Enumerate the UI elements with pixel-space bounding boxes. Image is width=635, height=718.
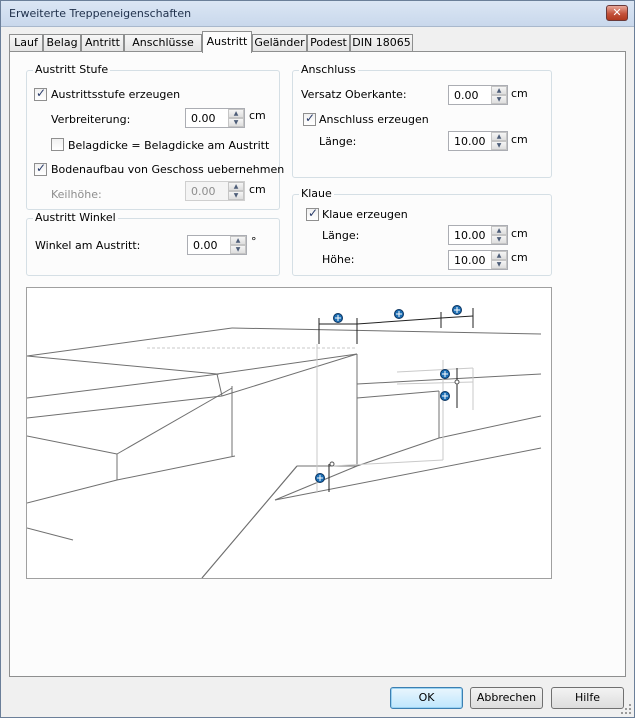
group-title: Austritt Winkel (35, 211, 116, 224)
spin-down-icon[interactable]: ▼ (230, 245, 246, 254)
spin-up-icon[interactable]: ▲ (228, 109, 244, 118)
klaue-hoehe-input[interactable] (448, 250, 508, 270)
group-title: Anschluss (301, 63, 356, 76)
bodenaufbau-checkbox[interactable] (34, 163, 47, 176)
winkel-unit: ° (251, 235, 257, 248)
anschluss-label: Anschluss erzeugen (319, 113, 429, 126)
anschluss-laenge-input[interactable] (448, 131, 508, 151)
tab-austritt[interactable]: Austritt (202, 31, 252, 53)
klaue-laenge-input[interactable] (448, 225, 508, 245)
klaue-hoehe-label: Höhe: (322, 253, 355, 266)
spin-up-icon[interactable]: ▲ (491, 251, 507, 260)
anschluss-checkbox[interactable] (303, 113, 316, 126)
spin-down-icon[interactable]: ▼ (491, 95, 507, 104)
check-mark-icon: ✓ (36, 161, 47, 175)
keilhoehe-unit: cm (249, 183, 266, 196)
klaue-laenge-label: Länge: (322, 229, 360, 242)
winkel-value: 0.00 (193, 239, 218, 252)
resize-grip-icon[interactable] (620, 703, 632, 715)
versatz-label: Versatz Oberkante: (301, 88, 407, 101)
group-title: Klaue (301, 187, 332, 200)
spin-down-icon: ▼ (228, 191, 244, 200)
tab-lauf[interactable]: Lauf (9, 34, 43, 52)
verbreiterung-input[interactable] (185, 108, 245, 128)
klaue-checkbox[interactable] (306, 208, 319, 221)
group-austritt-winkel (26, 211, 280, 276)
belagdicke-label: Belagdicke = Belagdicke am Austritt (68, 139, 270, 152)
klaue-laenge-unit: cm (511, 227, 528, 240)
anschluss-laenge-value: 10.00 (454, 135, 486, 148)
verbreiterung-value: 0.00 (191, 112, 216, 125)
check-mark-icon: ✓ (36, 86, 47, 100)
anschluss-laenge-unit: cm (511, 133, 528, 146)
winkel-input[interactable] (187, 235, 247, 255)
stair-preview-drawing (26, 287, 552, 579)
window-title: Erweiterte Treppeneigenschaften (9, 7, 192, 20)
ok-button[interactable]: OK (390, 687, 463, 709)
spin-down-icon[interactable]: ▼ (491, 141, 507, 150)
versatz-input[interactable] (448, 85, 508, 105)
keilhoehe-label: Keilhöhe: (51, 188, 102, 201)
spin-up-icon[interactable]: ▲ (491, 86, 507, 95)
bodenaufbau-label: Bodenaufbau von Geschoss uebernehmen (51, 163, 285, 176)
winkel-label: Winkel am Austritt: (35, 239, 141, 252)
check-mark-icon: ✓ (305, 111, 316, 125)
klaue-hoehe-unit: cm (511, 251, 528, 264)
group-austritt-stufe (26, 63, 285, 210)
austrittsstufe-checkbox[interactable] (34, 88, 47, 101)
group-anschluss (292, 63, 552, 178)
spin-up-icon[interactable]: ▲ (230, 236, 246, 245)
belagdicke-checkbox[interactable] (51, 138, 64, 151)
spin-up-icon: ▲ (228, 182, 244, 191)
anschluss-laenge-label: Länge: (319, 135, 357, 148)
tab-panel-austritt (9, 51, 626, 677)
verbreiterung-label: Verbreiterung: (51, 113, 131, 126)
tab-belag[interactable]: Belag (43, 34, 81, 52)
close-button[interactable]: ✕ (606, 5, 628, 21)
klaue-hoehe-value: 10.00 (454, 254, 486, 267)
cancel-button[interactable]: Abbrechen (470, 687, 543, 709)
verbreiterung-unit: cm (249, 109, 266, 122)
stair-illustration (27, 288, 551, 578)
spin-up-icon[interactable]: ▲ (491, 132, 507, 141)
check-mark-icon: ✓ (308, 206, 319, 220)
spin-down-icon[interactable]: ▼ (228, 118, 244, 127)
spin-down-icon[interactable]: ▼ (491, 235, 507, 244)
keilhoehe-input (185, 181, 245, 201)
group-klaue (292, 187, 552, 276)
tab-podest[interactable]: Podest (307, 34, 350, 52)
title-bar (1, 1, 634, 27)
klaue-laenge-value: 10.00 (454, 229, 486, 242)
group-title: Austritt Stufe (35, 63, 109, 76)
tab-din-18065[interactable]: DIN 18065 (350, 34, 413, 52)
klaue-label: Klaue erzeugen (322, 208, 408, 221)
spin-up-icon[interactable]: ▲ (491, 226, 507, 235)
spin-down-icon[interactable]: ▼ (491, 260, 507, 269)
tab-gelaender[interactable]: Geländer (252, 34, 307, 52)
tab-anschluesse[interactable]: Anschlüsse (124, 34, 202, 52)
versatz-value: 0.00 (454, 89, 479, 102)
help-button[interactable]: Hilfe (551, 687, 624, 709)
austrittsstufe-label: Austrittsstufe erzeugen (51, 88, 181, 101)
versatz-unit: cm (511, 87, 528, 100)
tab-antritt[interactable]: Antritt (81, 34, 124, 52)
keilhoehe-value: 0.00 (191, 185, 216, 198)
